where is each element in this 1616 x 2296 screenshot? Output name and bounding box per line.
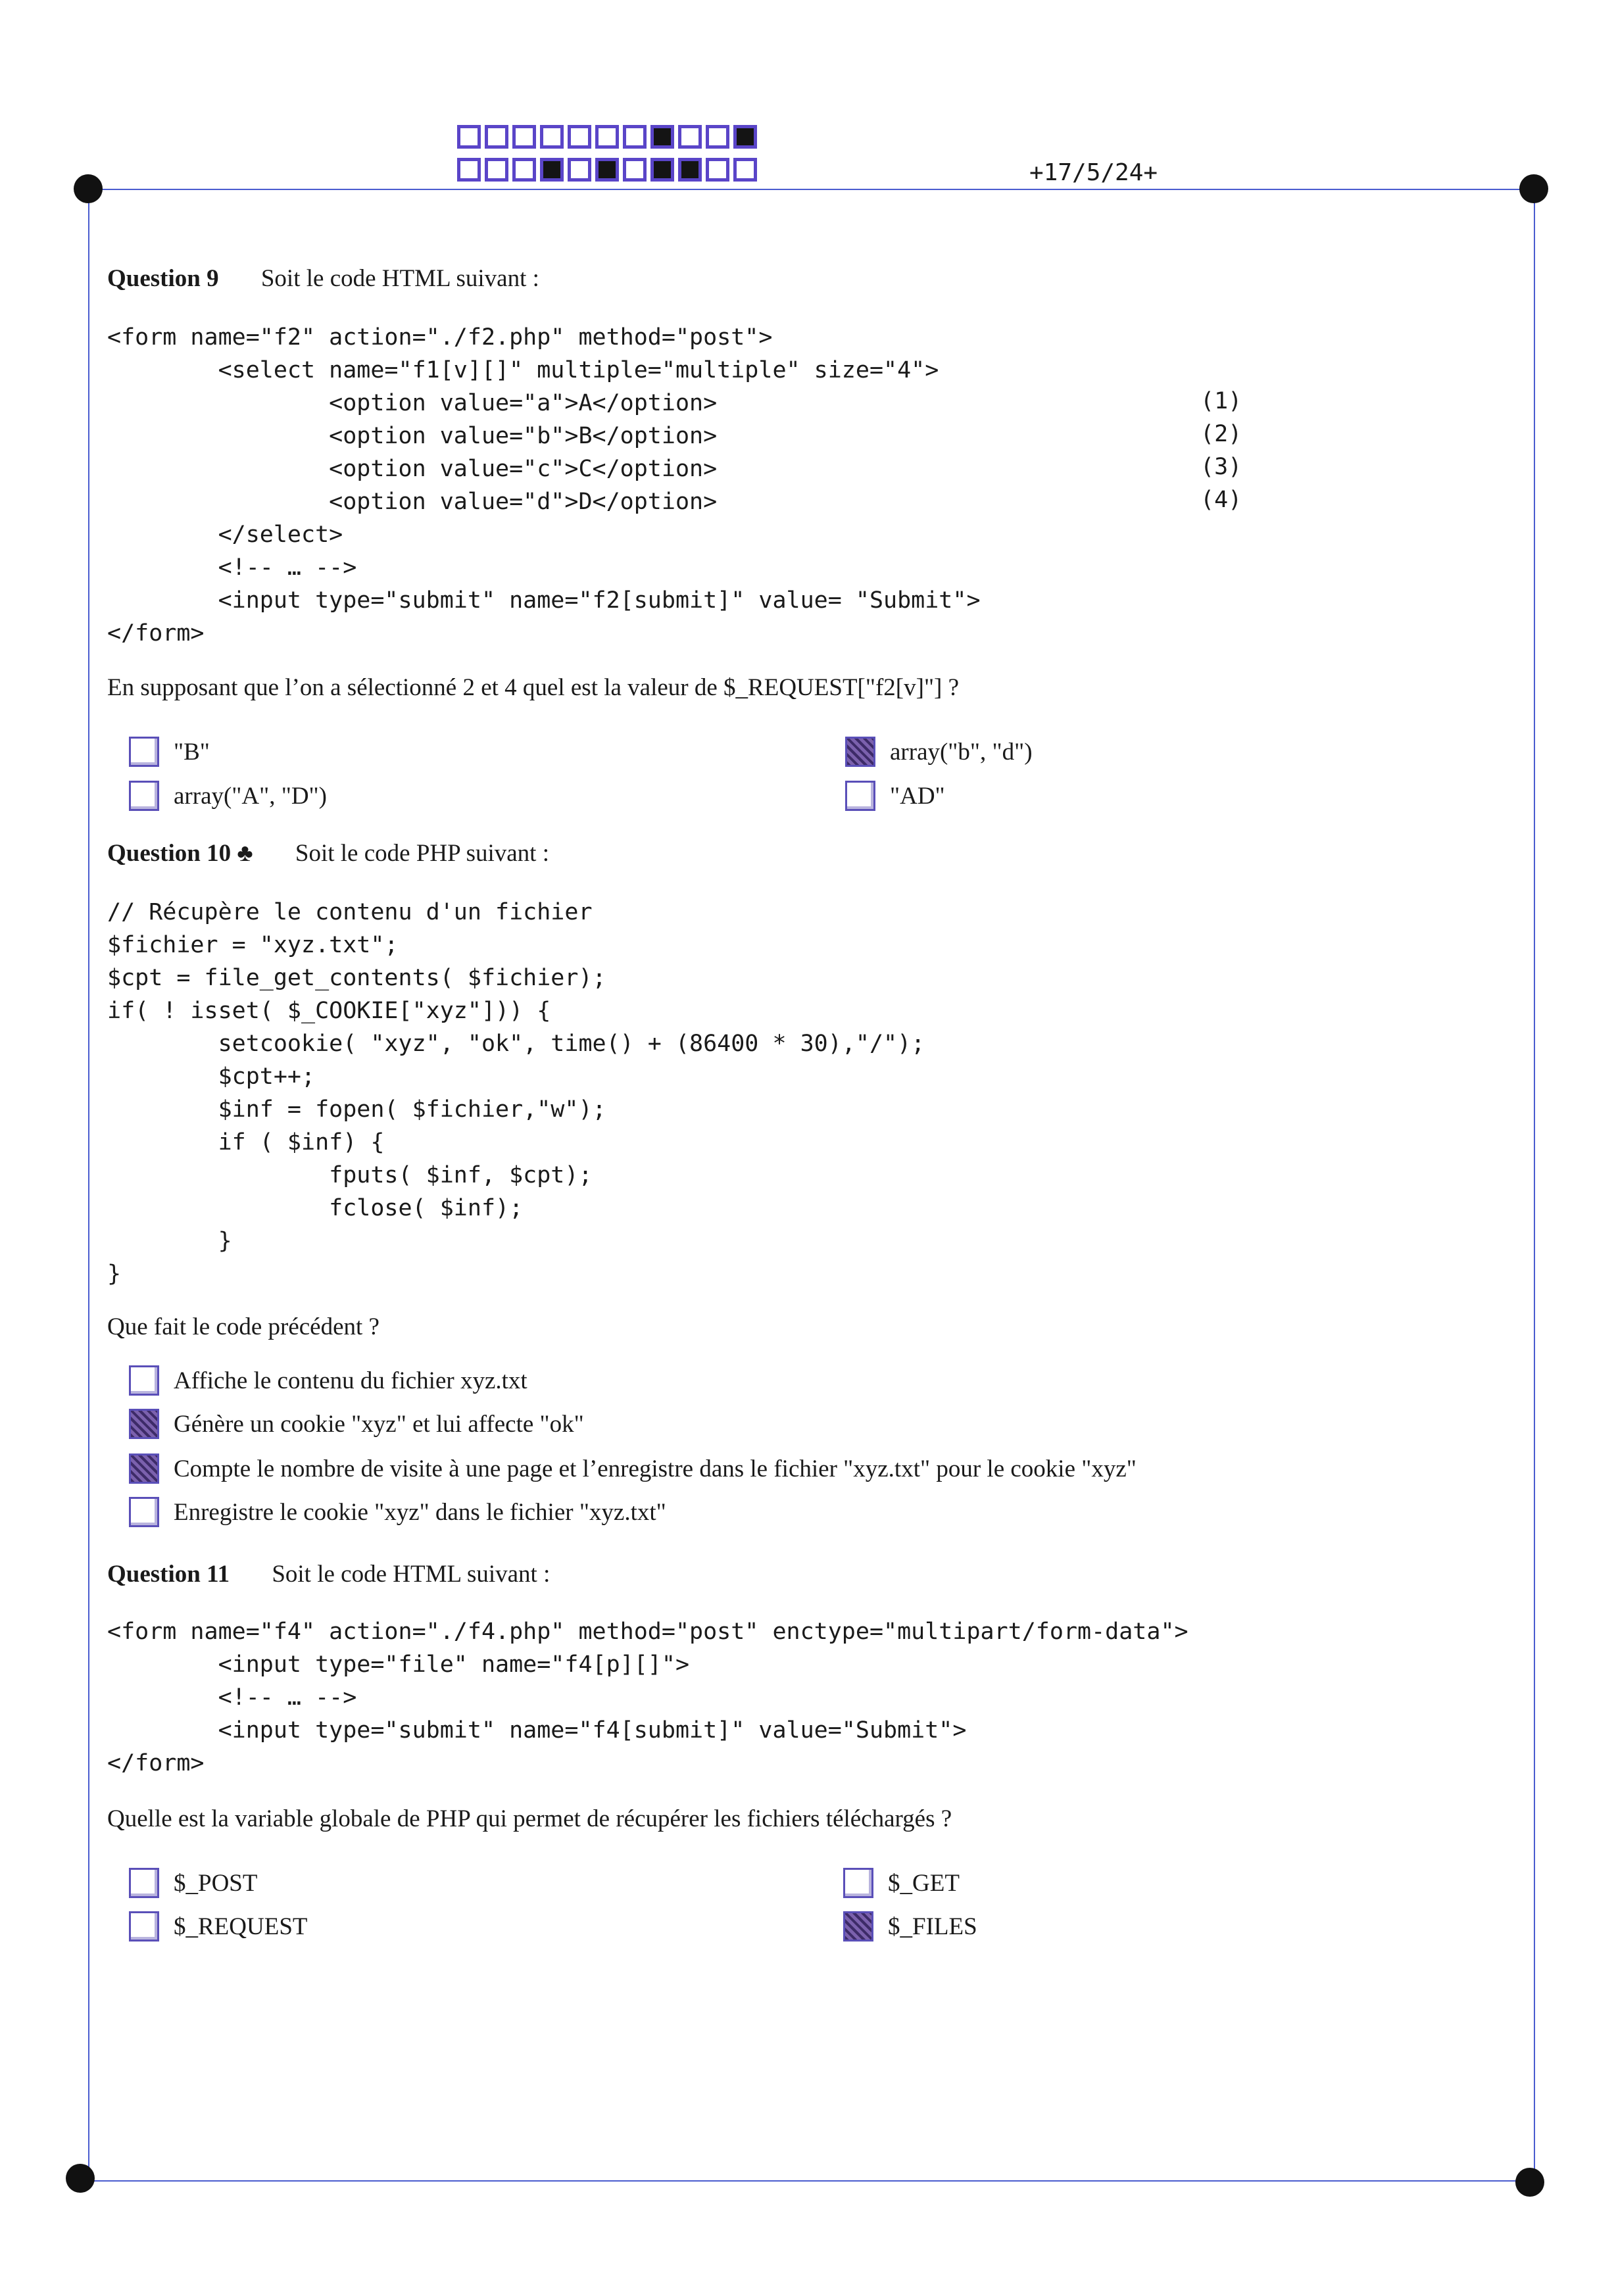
corner-mark-bottom-right [1515, 2168, 1544, 2197]
barcode-cell [595, 158, 619, 182]
barcode-cell [485, 125, 508, 149]
barcode-cell [733, 125, 757, 149]
corner-mark-top-right [1519, 174, 1548, 203]
barcode-cell [623, 158, 647, 182]
barcode-cell [512, 158, 536, 182]
checkbox[interactable] [843, 1911, 873, 1942]
barcode-cell [457, 125, 481, 149]
barcode-row-2 [457, 158, 757, 182]
checkbox[interactable] [129, 1453, 159, 1484]
checkbox[interactable] [845, 781, 875, 811]
line-number: (2) [1200, 421, 1242, 447]
question-11-heading [107, 1560, 550, 1588]
barcode-cell [485, 158, 508, 182]
code-block-q10: // Récupère le contenu d'un fichier $fichier = "xyz.txt"; $cpt = file_get_contents( $fichier); if( ! isset( $_COOKIE["xyz"])) { setcookie( "xyz", "ok", time() + (86400 * 30),"/"); $cpt++; $inf = fopen( $fichier,"w"); if ( $inf) { fputs( $inf, $cpt); fclose( $inf); } } [107, 899, 925, 1287]
barcode-cell [650, 158, 674, 182]
question-label: Question 10 [107, 840, 232, 867]
q11-option-4[interactable]: $_FILES [843, 1911, 977, 1942]
q10-option-1[interactable]: Affiche le contenu du fichier xyz.txt [129, 1365, 527, 1396]
checkbox[interactable] [129, 781, 159, 811]
barcode-cell [650, 125, 674, 149]
page-code: +17/5/24+ [1029, 159, 1158, 186]
question-intro: Soit le code HTML suivant : [260, 265, 539, 292]
question-intro: Soit le code PHP suivant : [295, 840, 549, 867]
q9-option-4[interactable]: "AD" [845, 781, 945, 811]
club-icon: ♣ [237, 840, 253, 867]
question-10-heading [107, 839, 549, 867]
question-label: Question 9 [107, 265, 219, 292]
question-10-text: Que fait le code précédent ? [107, 1313, 380, 1340]
barcode-cell [678, 158, 702, 182]
barcode-cell [540, 125, 564, 149]
barcode-cell [706, 158, 729, 182]
barcode-cell [595, 125, 619, 149]
barcode-cell [568, 125, 591, 149]
q11-option-2[interactable]: $_GET [843, 1868, 960, 1898]
q10-option-3[interactable]: Compte le nombre de visite à une page et l’enregistre dans le fichier "xyz.txt" pour le cookie "xyz" [129, 1453, 1137, 1484]
question-11-text: Quelle est la variable globale de PHP qui permet de récupérer les fichiers téléchargés ? [107, 1805, 952, 1832]
q10-option-4[interactable]: Enregistre le cookie "xyz" dans le fichier "xyz.txt" [129, 1497, 666, 1527]
checkbox[interactable] [843, 1868, 873, 1898]
checkbox[interactable] [129, 1868, 159, 1898]
q10-option-2[interactable]: Génère un cookie "xyz" et lui affecte "ok" [129, 1409, 584, 1439]
barcode-cell [678, 125, 702, 149]
line-number: (4) [1200, 487, 1242, 513]
barcode-cell [706, 125, 729, 149]
checkbox[interactable] [129, 1365, 159, 1396]
barcode-cell [733, 158, 757, 182]
code-block-q11: <form name="f4" action="./f4.php" method="post" enctype="multipart/form-data"> <input type="file" name="f4[p][]"> <!-- … --> <input type="submit" name="f4[submit]" value="Submit"> </form> [107, 1619, 1188, 1776]
code-block-q9: <form name="f2" action="./f2.php" method="post"> <select name="f1[v][]" multiple="multiple" size="4"> <option value="a">A</option> <option value="b">B</option> <option value="c">C</option> <option value="d">D</option> </select> <!-- … --> <input type="submit" name="f2[submit]" value= "Submit"> </form> [107, 324, 981, 647]
barcode-row-1 [457, 125, 757, 149]
q9-option-2[interactable]: array("b", "d") [845, 737, 1033, 767]
question-label: Question 11 [107, 1561, 230, 1588]
q9-option-3[interactable]: array("A", "D") [129, 781, 327, 811]
barcode-cell [457, 158, 481, 182]
corner-mark-bottom-left [66, 2164, 95, 2193]
barcode-cell [568, 158, 591, 182]
barcode-cell [512, 125, 536, 149]
question-intro: Soit le code HTML suivant : [272, 1561, 551, 1588]
barcode-cell [540, 158, 564, 182]
line-number: (3) [1200, 454, 1242, 480]
checkbox[interactable] [129, 1911, 159, 1942]
question-9-text: En supposant que l’on a sélectionné 2 et 4 quel est la valeur de $_REQUEST["f2[v]"] ? [107, 674, 960, 701]
line-number: (1) [1200, 388, 1242, 414]
q9-option-1[interactable]: "B" [129, 737, 210, 767]
checkbox[interactable] [129, 1409, 159, 1439]
checkbox[interactable] [129, 1497, 159, 1527]
q11-option-3[interactable]: $_REQUEST [129, 1911, 308, 1942]
question-9-heading [107, 264, 539, 293]
corner-mark-top-left [74, 174, 103, 203]
barcode-cell [623, 125, 647, 149]
checkbox[interactable] [129, 737, 159, 767]
checkbox[interactable] [845, 737, 875, 767]
q11-option-1[interactable]: $_POST [129, 1868, 257, 1898]
